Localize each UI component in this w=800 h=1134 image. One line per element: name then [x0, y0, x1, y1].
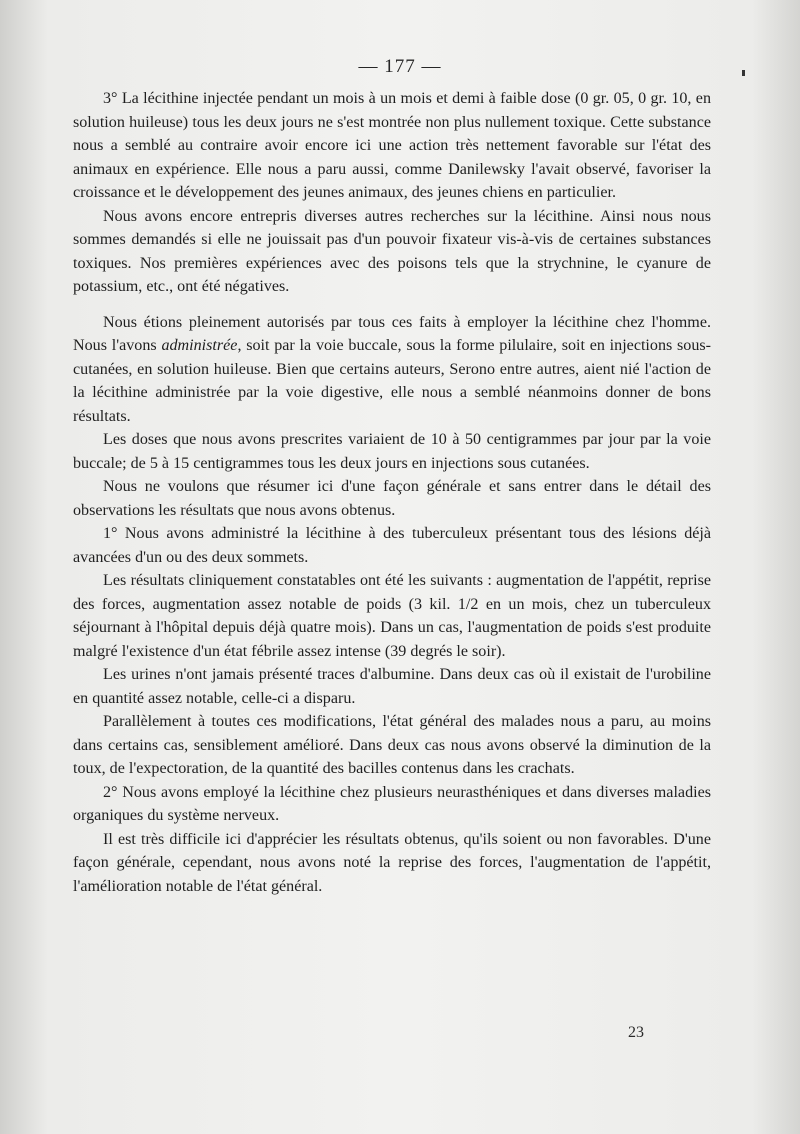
paragraph-text: Nous avons encore entrepris diverses autres recherches sur la lécithine. Ainsi nous nous sommes demandés si elle ne jouissait pas d'un pouvoir fixateur vis-à-vis de certaines substances toxiques. Nos premières expériences avec des poisons tels que la strychnine, le cyanure de potassium, etc., ont été négatives.	[73, 207, 711, 295]
body-text	[73, 87, 711, 898]
paragraph-text: Les doses que nous avons prescrites variaient de 10 à 50 centigrammes par jour par la voie buccale; de 5 à 15 centigrammes tous les deux jours en injections sous cutanées.	[73, 431, 711, 472]
paragraph-neurasthenics	[73, 781, 711, 828]
page-number-header: — 177 —	[358, 56, 442, 77]
paragraph-text: 1° Nous avons administré la lécithine à des tuberculeux présentant tous des lésions déjà avancées d'un ou des deux sommets.	[73, 525, 711, 566]
paragraph-text: , soit par la voie buccale, sous la forme pilulaire, soit en injections sous-cutanées, en solution huileuse. Bien que certains auteurs, Serono entre autres, aient nié l'action de la lécithine administrée par la voie digestive, elle nous a semblé néanmoins donner de bons résultats.	[73, 337, 712, 425]
paragraph-results-difficult	[73, 828, 711, 899]
paragraph-text: Les résultats cliniquement constatables ont été les suivants : augmentation de l'appétit, reprise des forces, augmentation assez notable de poids (3 kil. 1/2 en un mois, chez un tuberculeux séjournant à l'hôpital depuis déjà quatre mois). Dans un cas, l'augmentation de poids s'est produite malgré l'existence d'un état fébrile assez intense (39 degrés le soir).	[73, 572, 711, 660]
paragraph-text: 3° La lécithine injectée pendant un mois à un mois et demi à faible dose (0 gr. 05, 0 gr. 10, en solution huileuse) tous les deux jours ne s'est montrée non plus nullement toxique. Cette substance nous a semblé au contraire avoir encore ici une action très nettement favorable sur l'état des animaux en expérience. Elle nous a paru aussi, comme Danilewsky l'avait observé, favoriser la croissance et le développement des jeunes animaux, des jeunes chiens en particulier.	[73, 90, 711, 201]
paragraph-text: Parallèlement à toutes ces modifications, l'état général des malades nous a paru, au moins dans certains cas, sensiblement amélioré. Dans deux cas nous avons observé la diminution de la toux, de l'expectoration, de la quantité des bacilles contenus dans les crachats.	[73, 713, 711, 777]
print-speck	[742, 70, 745, 76]
paragraph-text: Nous étions pleinement autorisés par tous ces faits à employer la lécithine chez l'homme. Nous l'avons	[73, 313, 711, 354]
paragraph-doses	[73, 428, 711, 475]
paragraph-tuberculosis	[73, 522, 711, 569]
paragraph-summary-intro	[73, 475, 711, 522]
paragraph-urines	[73, 663, 711, 710]
paragraph-clinical-results	[73, 569, 711, 663]
paragraph-lecithin-injection-toxicity	[73, 87, 711, 205]
paragraph-other-research	[73, 205, 711, 299]
paragraph-text: 2° Nous avons employé la lécithine chez plusieurs neurasthéniques et dans diverses maladies organiques du système nerveux.	[73, 783, 711, 824]
italic-word-administree: administrée	[161, 337, 238, 354]
paragraph-use-in-humans	[73, 311, 711, 429]
paragraph-text: Nous ne voulons que résumer ici d'une façon générale et sans entrer dans le détail des observations les résultats que nous avons obtenus.	[73, 478, 711, 519]
paragraph-text: Les urines n'ont jamais présenté traces d'albumine. Dans deux cas où il existait de l'urobiline en quantité assez notable, celle-ci a disparu.	[73, 666, 711, 707]
paragraph-text: Il est très difficile ici d'apprécier les résultats obtenus, qu'ils soient ou non favorables. D'une façon générale, cependant, nous avons noté la reprise des forces, l'augmentation de l'appétit, l'amélioration notable de l'état général.	[73, 830, 711, 895]
signature-mark: 23	[628, 1024, 644, 1041]
paragraph-general-state	[73, 710, 711, 781]
